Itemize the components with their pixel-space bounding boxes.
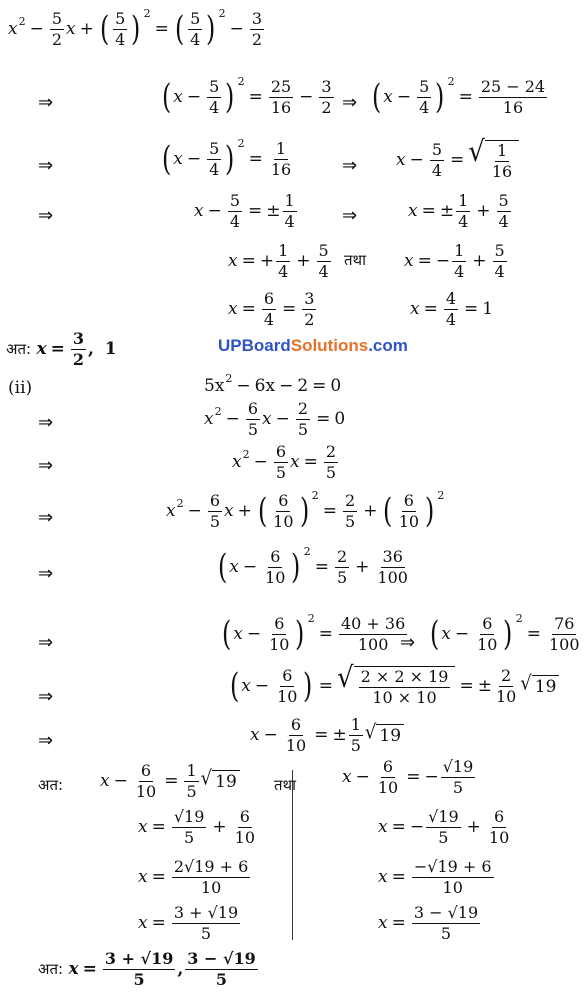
- equation-line-14: ( x − $\frac{6}{10}$ ) = √ $\frac{2 \times 2 \times 19}{10 \times 10}$ = ± $\frac{2}{10}$ √ 19: [228, 666, 559, 706]
- equation-line-13b: ( x − $\frac{6}{10}$ ) 2 = $\frac{76}{100}$: [429, 611, 580, 655]
- and-label: तथा: [344, 251, 367, 269]
- equation-line-11: x 2 − $\frac{6}{5}$ x + ( $\frac{6}{10}$ ) 2 = $\frac{2}{5}$ + ( $\frac{6}{10}$ ) 2: [166, 488, 445, 532]
- implies-arrow: ⇒: [38, 455, 54, 476]
- equation-line-18b: x = $\frac{-√19 + 6}{10}$: [378, 857, 492, 897]
- equation-line-17b: x = − $\frac{√19}{5}$ + $\frac{6}{10}$: [378, 807, 510, 847]
- implies-arrow: ⇒: [38, 155, 54, 176]
- equation-line-5a: x = + $\frac{1}{4}$ + $\frac{5}{4}$: [228, 241, 329, 281]
- watermark: UPBoardSolutions.com: [218, 336, 408, 355]
- equation-line-3a: ( x − $\frac{5}{4}$ ) 2 = $\frac{1}{16}$: [161, 136, 292, 180]
- implies-arrow: ⇒: [342, 92, 358, 113]
- equation-line-8: 5x 2 − 6x − 2 = 0: [204, 371, 342, 396]
- equation-line-6b: x = $\frac{4}{4}$ = 1: [410, 289, 494, 329]
- implies-arrow: ⇒: [38, 507, 54, 528]
- equation-line-17a: x = $\frac{√19}{5}$ + $\frac{6}{10}$: [138, 807, 256, 847]
- equation-line-19b: x = $\frac{3 - √19}{5}$: [378, 903, 479, 943]
- implies-arrow: ⇒: [342, 205, 358, 226]
- equation-line-1: x 2 − $\frac{5}{2}$ x + ( $\frac{5}{4}$ ) 2 = ( $\frac{5}{4}$ ) 2 − $\frac{3}{2}$: [8, 6, 262, 50]
- equation-line-2b: ( x − $\frac{5}{4}$ ) 2 = $\frac{25 - 24}{16}$: [371, 74, 546, 118]
- implies-arrow: ⇒: [38, 205, 54, 226]
- implies-arrow: ⇒: [38, 686, 54, 707]
- equation-line-19a: x = $\frac{3 + √19}{5}$: [138, 903, 239, 943]
- result-line-2: अत: x = $\frac{3 + √19}{5}$ , $\frac{3 - √19}{5}$: [38, 949, 256, 989]
- equation-line-4b: x = ± $\frac{1}{4}$ + $\frac{5}{4}$: [408, 191, 509, 231]
- implies-arrow: ⇒: [38, 563, 54, 584]
- therefore-label: अत:: [38, 776, 64, 794]
- and-label: तथा: [274, 776, 297, 794]
- implies-arrow: ⇒: [342, 155, 358, 176]
- equation-line-16b: x − $\frac{6}{10}$ = − $\frac{√19}{5}$: [342, 757, 474, 797]
- implies-arrow: ⇒: [38, 632, 54, 653]
- equation-line-16a: x − $\frac{6}{10}$ = $\frac{1}{5}$ √ 19: [100, 762, 240, 800]
- equation-line-2a: ( x − $\frac{5}{4}$ ) 2 = $\frac{25}{16}$ − $\frac{3}{2}$: [161, 74, 332, 118]
- equation-line-5b: x = − $\frac{1}{4}$ + $\frac{5}{4}$: [404, 241, 505, 281]
- implies-arrow: ⇒: [38, 92, 54, 113]
- equation-line-10: x 2 − $\frac{6}{5}$ x = $\frac{2}{5}$: [232, 442, 337, 482]
- column-divider: [292, 770, 293, 940]
- part-ii-label: (ii): [8, 378, 33, 398]
- equation-line-18a: x = $\frac{2√19 + 6}{10}$: [138, 857, 249, 897]
- equation-line-4a: x − $\frac{5}{4}$ = ± $\frac{1}{4}$: [194, 191, 295, 231]
- implies-arrow: ⇒: [38, 730, 54, 751]
- equation-line-12: ( x − $\frac{6}{10}$ ) 2 = $\frac{2}{5}$ + $\frac{36}{100}$: [217, 544, 408, 588]
- equation-line-15: x − $\frac{6}{10}$ = ± $\frac{1}{5}$ √ 19: [250, 716, 404, 754]
- equation-line-9: x 2 − $\frac{6}{5}$ x − $\frac{2}{5}$ = 0: [204, 399, 346, 439]
- equation-line-6a: x = $\frac{6}{4}$ = $\frac{3}{2}$: [228, 289, 315, 329]
- implies-arrow: ⇒: [400, 632, 416, 653]
- equation-line-3b: x − $\frac{5}{4}$ = √ $\frac{1}{16}$: [396, 140, 519, 180]
- equation-line-13a: ( x − $\frac{6}{10}$ ) 2 = $\frac{40 + 36}{100}$: [221, 611, 406, 655]
- implies-arrow: ⇒: [38, 412, 54, 433]
- result-line-1: अत: x = $\frac{3}{2}$ , 1: [6, 329, 117, 369]
